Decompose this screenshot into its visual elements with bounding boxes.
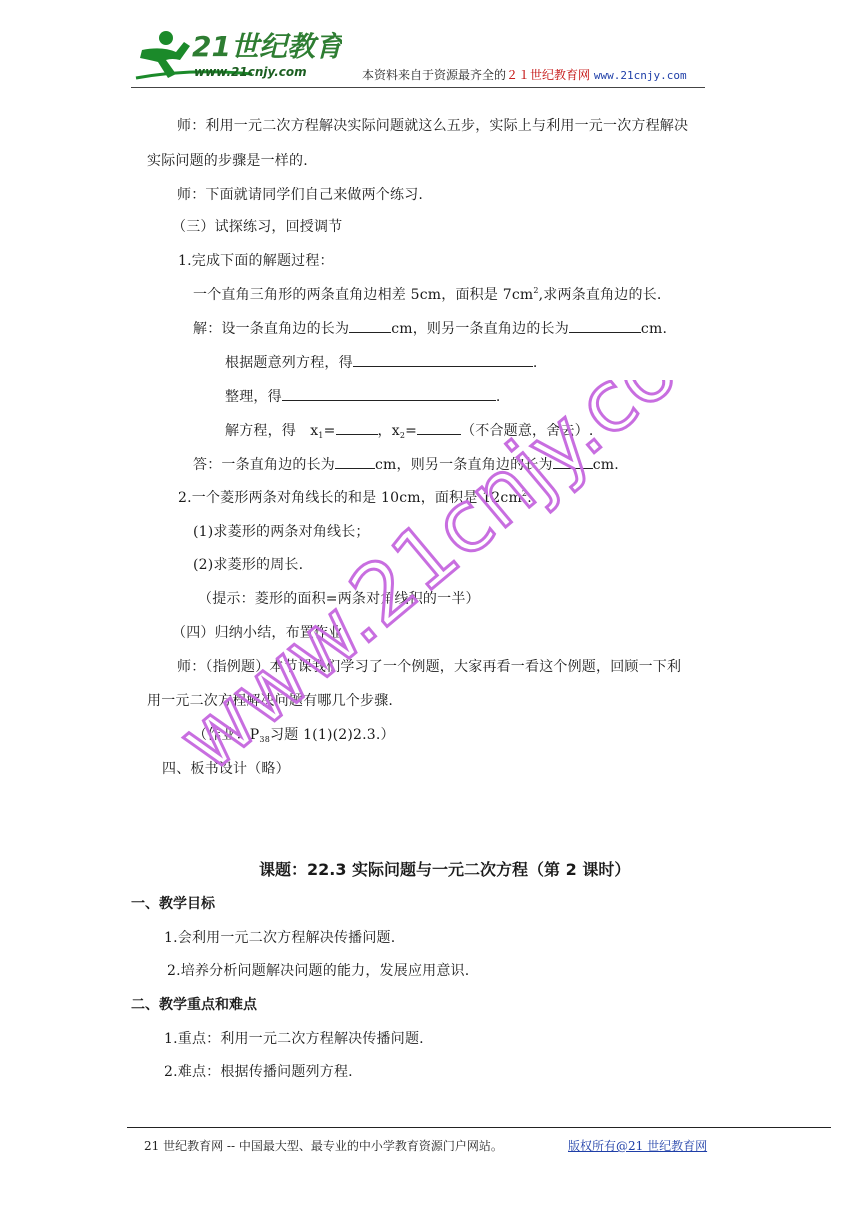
goal-2: 2.培养分析问题解决问题的能力，发展应用意识. bbox=[167, 963, 470, 979]
answer-blank[interactable] bbox=[353, 352, 533, 367]
simplify-text: 整理，得 bbox=[225, 389, 282, 405]
key-point-1: 1.重点：利用一元二次方程解决传播问题. bbox=[164, 1031, 424, 1047]
para-1-line-2: 实际问题的步骤是一样的. bbox=[147, 153, 308, 169]
answer-blank[interactable] bbox=[553, 454, 593, 469]
key-point-2: 2.难点：根据传播问题列方程. bbox=[164, 1064, 353, 1080]
header-site-name: ２１世纪教育网 bbox=[506, 68, 591, 82]
homework-text-end: 习题 1(1)(2)2.3.） bbox=[270, 727, 395, 743]
exercise-2-question-2: (2)求菱形的周长. bbox=[193, 557, 304, 573]
exercise-1-problem-text-end: ,求两条直角边的长. bbox=[538, 287, 662, 303]
exercise-1-solve bbox=[225, 420, 594, 440]
subscript: 38 bbox=[259, 735, 271, 744]
section-3-heading: （三）试探练习，回授调节 bbox=[172, 219, 343, 235]
exercise-1-equation bbox=[225, 352, 537, 372]
answer-blank[interactable] bbox=[335, 454, 375, 469]
answer-blank[interactable] bbox=[282, 386, 496, 401]
answer-blank[interactable] bbox=[417, 420, 461, 435]
logo-graphic bbox=[132, 24, 342, 86]
header-source-prefix: 本资料来自于资源最齐全的 bbox=[362, 68, 507, 82]
homework-text: （作业：P bbox=[193, 727, 260, 743]
para-4-line-1: 师：（指例题）本节课我们学习了一个例题，大家再看一看这个例题，回顾一下利 bbox=[177, 659, 682, 675]
period: . bbox=[495, 389, 501, 405]
exercise-2-hint: （提示：菱形的面积=两条对角线积的一半） bbox=[198, 591, 480, 607]
heading-teaching-goals: 一、教学目标 bbox=[131, 896, 215, 912]
board-design-heading: 四、板书设计（略） bbox=[162, 761, 290, 777]
para-2: 师：下面就请同学们自己来做两个练习. bbox=[177, 187, 424, 203]
superscript: 2 bbox=[521, 489, 528, 498]
section-4-heading: （四）归纳小结，布置作业 bbox=[172, 625, 343, 641]
period: . bbox=[527, 490, 532, 506]
exercise-1-solution-setup bbox=[193, 318, 667, 338]
header-rule bbox=[131, 87, 705, 88]
equals: = bbox=[405, 423, 418, 439]
superscript: 2 bbox=[533, 286, 539, 295]
lesson-title: 课题：22.3 实际问题与一元二次方程（第 2 课时） bbox=[259, 860, 631, 879]
exercise-2-title-text: 2.一个菱形两条对角线长的和是 10cm，面积是 12cm bbox=[178, 490, 522, 506]
answer-blank[interactable] bbox=[569, 318, 641, 333]
exercise-1-problem-text: 一个直角三角形的两条直角边相差 5cm，面积是 7cm bbox=[193, 287, 534, 303]
answer-text: 答：一条直角边的长为 bbox=[193, 457, 335, 473]
site-logo bbox=[132, 24, 342, 86]
subscript: 1 bbox=[318, 431, 324, 440]
header-source-text bbox=[362, 66, 687, 83]
solve-text-mid: ，x bbox=[377, 423, 400, 439]
logo-text: 21世纪教育 bbox=[192, 30, 342, 63]
equals: = bbox=[323, 423, 336, 439]
answer-blank[interactable] bbox=[349, 318, 391, 333]
exercise-2-title bbox=[178, 487, 532, 507]
watermark-text: www.21cnjy.com bbox=[170, 380, 690, 791]
equation-text: 根据题意列方程，得 bbox=[225, 355, 353, 371]
exercise-2-question-1: (1)求菱形的两条对角线长； bbox=[193, 524, 370, 540]
solution-setup-text: 解：设一条直角边的长为 bbox=[193, 321, 350, 337]
answer-text-2: cm，则另一条直角边的长为 bbox=[375, 457, 553, 473]
solution-setup-text-2: cm，则另一条直角边的长为 bbox=[391, 321, 569, 337]
exercise-1-problem bbox=[193, 284, 662, 304]
heading-key-points: 二、教学重点和难点 bbox=[131, 997, 257, 1013]
answer-blank[interactable] bbox=[336, 420, 378, 435]
homework bbox=[193, 724, 395, 744]
goal-1: 1.会利用一元二次方程解决传播问题. bbox=[164, 930, 396, 946]
header-site-url[interactable]: www.21cnjy.com bbox=[593, 69, 687, 82]
unit-text: cm. bbox=[640, 321, 668, 337]
solve-text-end: （不合题意，舍去）. bbox=[461, 423, 594, 439]
exercise-1-title: 1.完成下面的解题过程： bbox=[178, 253, 334, 269]
subscript: 2 bbox=[399, 431, 406, 440]
solve-text: 解方程，得 x bbox=[225, 423, 319, 439]
para-1-line-1: 师：利用一元二次方程解决实际问题就这么五步，实际上与利用一元一次方程解决 bbox=[177, 118, 689, 134]
para-4-line-2: 用一元二次方程解决问题有哪几个步骤. bbox=[147, 693, 394, 709]
logo-url: www.21cnjy.com bbox=[194, 65, 307, 79]
footer-rule bbox=[127, 1127, 831, 1128]
unit-text: cm. bbox=[592, 457, 619, 473]
exercise-1-answer bbox=[193, 454, 619, 474]
footer-site-description: 21 世纪教育网 -- 中国最大型、最专业的中小学教育资源门户网站。 bbox=[144, 1139, 503, 1153]
period: . bbox=[532, 355, 538, 371]
footer-copyright-link[interactable]: 版权所有@21 世纪教育网 bbox=[568, 1139, 708, 1153]
exercise-1-simplify bbox=[225, 386, 500, 406]
